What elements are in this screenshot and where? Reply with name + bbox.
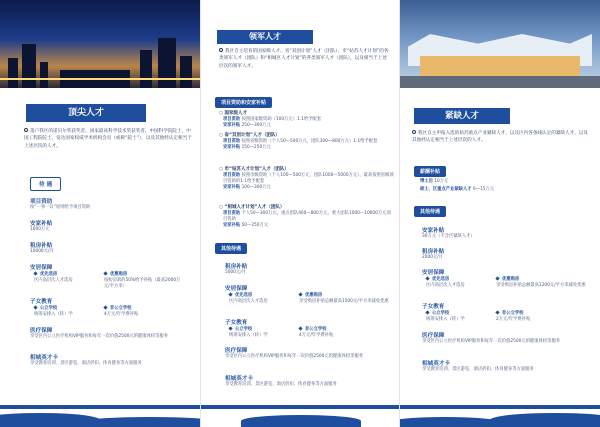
diamond-bullet-icon bbox=[298, 292, 302, 296]
school-option: 公立学校 统筹安排入（转）学 bbox=[229, 327, 268, 338]
item-title: 租房补贴 bbox=[225, 264, 248, 270]
diamond-bullet-icon bbox=[495, 276, 499, 280]
circle-bullet-icon bbox=[219, 48, 223, 52]
item-title: 安居保障 bbox=[225, 286, 248, 292]
museum-building-photo bbox=[400, 0, 600, 88]
item-title: 项目资助 bbox=[30, 199, 53, 205]
item-title: 相城英才卡 bbox=[225, 376, 253, 382]
item-text: 享受区内公立医疗机构VIP服务和每年一次价值2500元的健康体检等服务 bbox=[422, 339, 561, 344]
school-option: 公立学校 统筹安排入（转）学 bbox=[426, 311, 465, 322]
panel-shortage-talent bbox=[400, 0, 600, 427]
group-detail: 项目资助 个人50—300万元，重点团队400—800万元，重大团队1000—10000万元项目资助 安家补贴 50—250万元 bbox=[223, 211, 391, 228]
housing-option: 优先选房 区内高层次人才选房 bbox=[229, 293, 268, 304]
circle-bullet-icon: ○ bbox=[219, 133, 225, 138]
item-text: 按“一事一议”原则给予项目资助 bbox=[30, 205, 91, 210]
item-text: 1000万元 bbox=[30, 227, 50, 232]
item-text: 10000元/月 bbox=[30, 249, 54, 254]
school-option: 非公立学校 2万元/年学费补贴 bbox=[496, 311, 531, 322]
salary-subsidy-tag: 薪酬补贴 bbox=[414, 166, 446, 177]
housing-option: 优惠购房 按购房款的50%给予补贴（最高2000万元/平方米） bbox=[104, 272, 181, 289]
housing-option: 优惠购房 享受购房补贴总额最高1500元/平方米减免优惠 bbox=[299, 293, 389, 304]
school-option: 公立学校 统筹安排入（转）学 bbox=[34, 306, 73, 317]
item-text: 享受教育培训、景区游览、酒店折扣、体育健身等方面服务 bbox=[422, 367, 534, 372]
diamond-bullet-icon bbox=[103, 305, 107, 309]
diamond-bullet-icon bbox=[425, 310, 429, 314]
school-option: 非公立学校 4万元/年学费补贴 bbox=[104, 306, 139, 317]
footer-wave bbox=[201, 409, 400, 427]
item-title: 相城英才卡 bbox=[422, 361, 450, 367]
item-title: 子女教育 bbox=[422, 304, 445, 310]
group-name: ○ 国家级人才 bbox=[219, 111, 247, 116]
benefits-tag: 待 遇 bbox=[30, 177, 61, 191]
housing-option: 优惠购房 享受购房补贴总额最高1200元/平方米减免优惠 bbox=[496, 277, 586, 288]
item-title: 租房补贴 bbox=[422, 249, 445, 255]
item-text: 享受教育培训、景区游览、酒店折扣、体育健身等方面服务 bbox=[30, 361, 142, 366]
group-detail: 项目资助 按照国家级资助（100万元）1:1给予配套 安家补贴 250—300万元 bbox=[223, 117, 322, 128]
circle-bullet-icon: ○ bbox=[219, 167, 225, 172]
item-title: 安家补贴 bbox=[30, 221, 53, 227]
item-title: 租房补贴 bbox=[30, 243, 53, 249]
item-title: 安居保障 bbox=[422, 270, 445, 276]
diamond-bullet-icon bbox=[33, 305, 37, 309]
item-title: 医疗保障 bbox=[225, 348, 248, 354]
item-text: 享受区内公立医疗机构VIP服务和每年一次价值2500元的健康体检等服务 bbox=[225, 354, 364, 359]
diamond-bullet-icon bbox=[33, 271, 37, 275]
circle-bullet-icon bbox=[412, 130, 416, 134]
page-title: 紧缺人才 bbox=[414, 108, 510, 124]
funding-tag: 项目资助和安家补贴 bbox=[215, 97, 272, 108]
group-name: ○ “相城人才计划”人才（团队） bbox=[219, 205, 285, 210]
page-title: 领军人才 bbox=[217, 30, 313, 44]
page-title: 顶尖人才 bbox=[26, 104, 146, 122]
group-detail: 项目资助 按照省级资助（个人50—500万元，团队300—800万元）1:1给予配套 安家补贴 150—250万元 bbox=[223, 139, 378, 150]
item-text: 5000元/月 bbox=[225, 270, 246, 275]
intro-paragraph: 我区自主培育的国家级人才、省“双创计划”人才（团队）、市“姑苏人才计划”的各类领军人才（团队）和“相城区人才计划”的各类领军人才（团队），以及相当于上述层次的领军人才。 bbox=[219, 49, 389, 69]
item-text: 2000元/月 bbox=[422, 255, 443, 260]
item-title: 子女教育 bbox=[30, 299, 53, 305]
diamond-bullet-icon bbox=[103, 271, 107, 275]
circle-bullet-icon: ○ bbox=[219, 205, 225, 210]
diamond-bullet-icon bbox=[298, 326, 302, 330]
item-title: 医疗保障 bbox=[30, 328, 53, 334]
item-title: 相城英才卡 bbox=[30, 355, 58, 361]
housing-option: 优先选房 区内高层次人才选房 bbox=[426, 277, 465, 288]
intro-paragraph: 我区自主申报入选的姑苏重点产业紧缺人才，以及区内各条线认定的紧缺人才，以及其他经认定相当于上述层次的人才。 bbox=[412, 131, 588, 144]
panel-leading-talent bbox=[200, 0, 400, 427]
circle-bullet-icon bbox=[24, 128, 28, 132]
school-option: 非公立学校 4万元/年学费补贴 bbox=[299, 327, 334, 338]
diamond-bullet-icon bbox=[495, 310, 499, 314]
housing-option: 优先选房 区内高层次人才选房 bbox=[34, 272, 73, 283]
intro-paragraph: 落户我区的诺贝尔奖获奖者、国家最高科学技术奖获奖者、中国科学院院士、中国工程院院士、发达国家权威学术机构会员（或称“院士”），以及其他经认定相当于上述层次的人才。 bbox=[24, 129, 192, 149]
other-benefits-tag: 其他待遇 bbox=[414, 206, 446, 217]
diamond-bullet-icon bbox=[228, 292, 232, 296]
panel-top-talent bbox=[0, 0, 200, 427]
item-text: 享受教育培训、景区游览、酒店折扣、体育健身等方面服务 bbox=[225, 382, 337, 387]
diamond-bullet-icon bbox=[228, 326, 232, 330]
group-name: ○ 市“姑苏人才计划”人才（团队） bbox=[219, 167, 289, 172]
circle-bullet-icon: ○ bbox=[219, 111, 225, 116]
footer-wave bbox=[0, 409, 200, 427]
group-name: ○ 省“双创计划”人才（团队） bbox=[219, 133, 280, 138]
item-title: 医疗保障 bbox=[422, 333, 445, 339]
footer-wave bbox=[400, 409, 600, 427]
other-benefits-tag: 其他待遇 bbox=[215, 243, 247, 254]
city-night-photo bbox=[0, 0, 200, 88]
item-text: 享受区内公立医疗机构VIP服务和每年一次价值2500元的健康体检等服务 bbox=[30, 334, 169, 339]
group-detail: 项目资助 按照市级资助（个人100—500万元，团队1000—5000万元），最高按照省级项目资助的1:1给予配套 安家补贴 100—300万元 bbox=[223, 173, 394, 190]
item-text: 30万元（不含区紧缺人才） bbox=[422, 234, 475, 239]
item-title: 子女教育 bbox=[225, 320, 248, 326]
subsidy-row: 硕士、区重点产业紧缺人才 6—15万元 bbox=[420, 187, 495, 192]
subsidy-row: 博士后 10万元 bbox=[420, 179, 449, 184]
item-title: 安居保障 bbox=[30, 265, 53, 271]
diamond-bullet-icon bbox=[425, 276, 429, 280]
item-title: 安家补贴 bbox=[422, 228, 445, 234]
